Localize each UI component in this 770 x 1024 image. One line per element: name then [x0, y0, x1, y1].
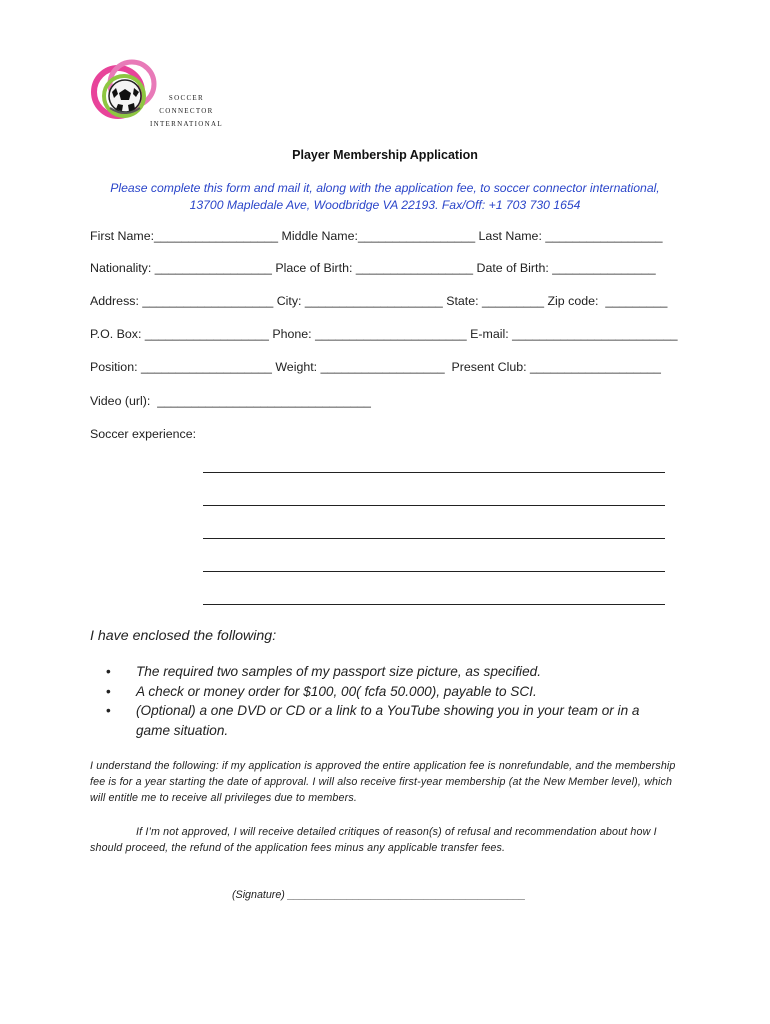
- intro-line-2: 13700 Mapledale Ave, Woodbridge VA 22193. Fax/Off: +1 703 730 1654: [189, 198, 581, 212]
- soccer-experience-label: Soccer experience:: [90, 427, 197, 441]
- terms-paragraph-2: If I’m not approved, I will receive detailed critiques of reason(s) of refusal and recommendation about how I should proceed, the refund of the application fees minus any applicable transfer fees.: [90, 826, 657, 854]
- intro-text: [60, 180, 710, 214]
- list-item: • A check or money order for $100, 00( fcfa 50.000), payable to SCI.: [106, 682, 666, 702]
- experience-line: [203, 538, 665, 539]
- contact-fields-row: P.O. Box: __________________ Phone: ______________________ E-mail: ________________________: [90, 327, 678, 341]
- logo-line-3: international: [150, 118, 223, 129]
- page-title: Player Membership Application: [292, 148, 478, 162]
- experience-line: [203, 505, 665, 506]
- nationality-fields-row: Nationality: _________________ Place of Birth: _________________ Date of Birth: _______________: [90, 261, 656, 275]
- logo-line-2: connector: [159, 105, 214, 116]
- experience-line: [203, 472, 665, 473]
- name-fields-row: First Name:__________________ Middle Name:_________________ Last Name: _________________: [90, 229, 663, 243]
- experience-line: [203, 604, 665, 605]
- address-fields-row: Address: ___________________ City: ____________________ State: _________ Zip code: _________: [90, 294, 668, 308]
- signature-line: (Signature) ________________________________________: [232, 889, 526, 901]
- logo-text: [150, 91, 223, 130]
- intro-line-1: Please complete this form and mail it, along with the application fee, to soccer connector international,: [110, 181, 660, 195]
- list-item: • The required two samples of my passport size picture, as specified.: [106, 662, 666, 682]
- experience-line: [203, 571, 665, 572]
- video-url-field: Video (url): _______________________________: [90, 394, 371, 408]
- terms-paragraph-1: I understand the following: if my application is approved the entire application fee is nonrefundable, and the membership fee is for a year starting the date of approval. I will also receive first-year membership (at the New Member level), which will entitle me to receive all privileges due to members.: [90, 760, 676, 804]
- logo-line-1: soccer: [168, 92, 204, 103]
- enclosed-list: [106, 662, 666, 740]
- player-fields-row: Position: ___________________ Weight: __________________ Present Club: ___________________: [90, 360, 661, 374]
- enclosed-heading: I have enclosed the following:: [90, 628, 277, 644]
- list-item: • (Optional) a one DVD or CD or a link to a YouTube showing you in your team or in a game situation.: [106, 701, 666, 740]
